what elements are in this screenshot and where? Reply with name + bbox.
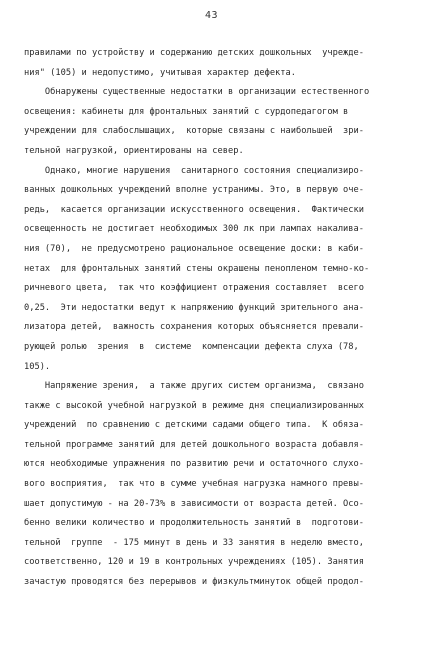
- text-line: ются необходимые упражнения по развитию речи и остаточного слухо-: [24, 459, 364, 470]
- text-line: бенно велики количество и продолжительность занятий в подготови-: [24, 518, 364, 529]
- text-line: шает допустимую - на 20-73% в зависимости от возраста детей. Осо-: [24, 498, 364, 509]
- text-line: освещения: кабинеты для фронтальных занятий с сурдопедагогом в: [24, 106, 349, 117]
- text-line: также с высокой учебной нагрузкой в режиме дня специализированных: [24, 400, 364, 411]
- text-line: лизатора детей, важность сохранения которых объясняется превали-: [24, 322, 364, 333]
- text-line: учреждении для слабослышащих, которые связаны с наибольшей зри-: [24, 126, 364, 137]
- text-line: Обнаружены существенные недостатки в организации естественного: [24, 87, 370, 98]
- text-line: тельной группе - 175 минут в день и 33 занятия в неделю вместо,: [24, 537, 364, 548]
- body-text: [24, 44, 404, 593]
- text-line: редь, касается организации искусственного освещения. Фактически: [24, 204, 364, 215]
- text-line: тельной программе занятий для детей дошкольного возраста добавля-: [24, 439, 364, 450]
- text-line: зачастую проводятся без перерывов и физкультминуток общей продол-: [24, 577, 364, 588]
- text-line: 105).: [24, 361, 51, 372]
- text-line: нетах для фронтальных занятий стены окрашены пенопленом темно-ко-: [24, 263, 370, 274]
- text-line: тельной нагрузкой, ориентированы на север.: [24, 145, 244, 156]
- text-line: освещенность не достигает необходимых 300 лк при лампах накалива-: [24, 224, 364, 235]
- text-line: учреждений по сравнению с детскими садами общего типа. К обяза-: [24, 420, 364, 431]
- text-line: ния" (105) и недопустимо, учитывая характер дефекта.: [24, 67, 296, 78]
- text-line: соответственно, 120 и 19 в контрольных учреждениях (105). Занятия: [24, 557, 364, 568]
- text-line: ния (70), не предусмотрено рациональное освещение доски: в каби-: [24, 243, 364, 254]
- text-line: 0,25. Эти недостатки ведут к напряжению функций зрительного ана-: [24, 302, 364, 313]
- text-line: рующей ролью зрения в системе компенсации дефекта слуха (78,: [24, 341, 359, 352]
- text-line: Однако, многие нарушения санитарного состояния специализиро-: [24, 165, 364, 176]
- text-line: ванных дошкольных учреждений вполне устранимы. Это, в первую оче-: [24, 185, 364, 196]
- text-line: Напряжение зрения, а также других систем организма, связано: [24, 381, 364, 392]
- page-number: 43: [204, 10, 219, 21]
- text-line: вого восприятия, так что в сумме учебная нагрузка намного превы-: [24, 479, 364, 490]
- text-line: ричневого цвета, так что коэффициент отражения составляет всего: [24, 283, 364, 294]
- text-line: правилами по устройству и содержанию детских дошкольных учрежде-: [24, 48, 364, 58]
